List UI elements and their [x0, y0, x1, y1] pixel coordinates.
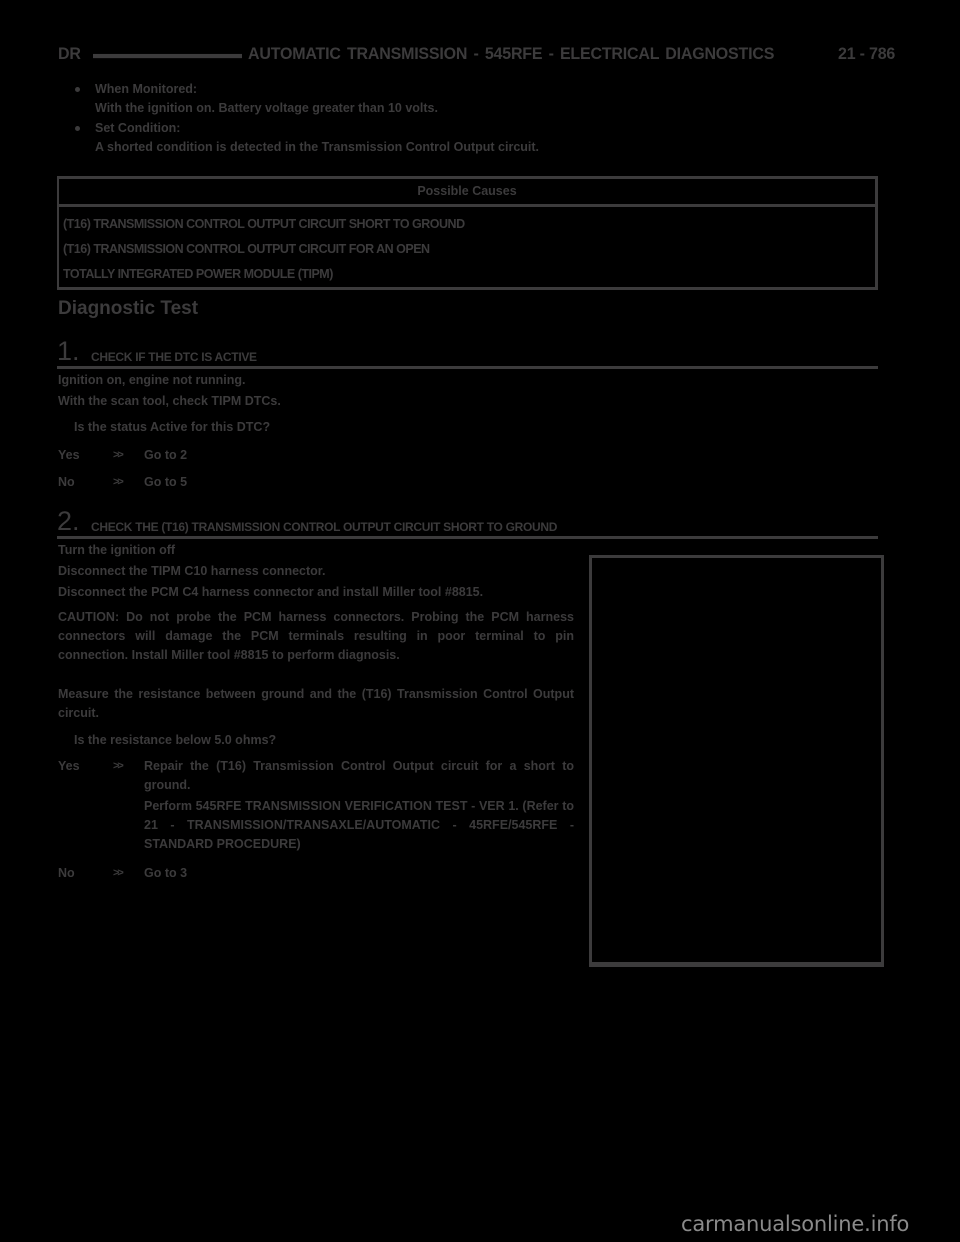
step-question: Is the resistance below 5.0 ohms? [74, 733, 277, 747]
instruction: Ignition on, engine not running. [58, 373, 246, 387]
page-header [58, 43, 898, 66]
condition-when-monitored [72, 80, 872, 118]
double-arrow-icon: >> [113, 476, 122, 488]
answer-action: Go to 5 [144, 475, 188, 489]
cause-item: TOTALLY INTEGRATED POWER MODULE (TIPM) [63, 267, 333, 281]
instruction: Turn the ignition off [58, 543, 176, 557]
step-1-heading [57, 336, 878, 369]
answer-no [58, 473, 578, 492]
measure-instruction: Measure the resistance between ground and the (T16) Transmission Control Output circuit. [58, 687, 574, 720]
section-code: DR [58, 45, 81, 64]
step-number: 2. [57, 506, 80, 536]
double-arrow-icon: >> [113, 449, 122, 461]
header-rule [93, 54, 242, 58]
answer-key: Yes [58, 448, 80, 462]
cause-item: (T16) TRANSMISSION CONTROL OUTPUT CIRCUIT FOR AN OPEN [63, 242, 430, 256]
condition-text: A shorted condition is detected in the Transmission Control Output circuit. [95, 140, 540, 154]
instruction: With the scan tool, check TIPM DTCs. [58, 394, 281, 408]
answer-no [58, 864, 578, 883]
step-2-heading [57, 506, 878, 539]
step-number: 1. [57, 336, 80, 366]
instruction: Disconnect the TIPM C10 harness connector. [58, 564, 326, 578]
double-arrow-icon: >> [113, 760, 122, 772]
step-title: CHECK THE (T16) TRANSMISSION CONTROL OUTPUT CIRCUIT SHORT TO GROUND [91, 520, 558, 534]
bullet-icon [75, 126, 80, 131]
possible-causes-heading: Possible Causes [59, 179, 875, 207]
condition-set-condition [72, 119, 872, 157]
step-title: CHECK IF THE DTC IS ACTIVE [91, 350, 257, 364]
diagnostic-test-title: Diagnostic Test [58, 298, 199, 319]
figure-frame [589, 555, 884, 967]
answer-yes [58, 446, 578, 465]
possible-causes-list [59, 207, 875, 287]
caution-note: CAUTION: Do not probe the PCM harness connectors. Probing the PCM harness connectors will damage the PCM terminals resulting in poor terminal to pin connection. Install Miller tool #8815 to perform diagnosis. [58, 610, 574, 662]
condition-label: Set Condition: [95, 121, 181, 135]
possible-causes-table [57, 176, 878, 290]
answer-action: Go to 3 [144, 866, 188, 880]
answer-action: Perform 545RFE TRANSMISSION VERIFICATION TEST - VER 1. (Refer to 21 - TRANSMISSION/TRANSAXLE/AUTOMATIC - 45RFE/545RFE - STANDARD PROCEDURE) [144, 799, 574, 851]
condition-text: With the ignition on. Battery voltage greater than 10 volts. [95, 101, 438, 115]
answer-key: No [58, 866, 75, 880]
step-question: Is the status Active for this DTC? [74, 420, 271, 434]
answer-action: Go to 2 [144, 448, 188, 462]
condition-label: When Monitored: [95, 82, 198, 96]
condition-list [72, 80, 872, 158]
header-title: AUTOMATIC TRANSMISSION - 545RFE - ELECTRICAL DIAGNOSTICS [248, 45, 775, 64]
double-arrow-icon: >> [113, 867, 122, 879]
bullet-icon [75, 87, 80, 92]
page-number: 21 - 786 [838, 45, 896, 64]
answer-action: Repair the (T16) Transmission Control Output circuit for a short to ground. [144, 759, 574, 792]
watermark-link[interactable]: carmanualsonline.info [681, 1212, 910, 1236]
answer-yes [58, 757, 578, 854]
cause-item: (T16) TRANSMISSION CONTROL OUTPUT CIRCUIT SHORT TO GROUND [63, 217, 465, 231]
answer-key: No [58, 475, 75, 489]
instruction: Disconnect the PCM C4 harness connector and install Miller tool #8815. [58, 585, 484, 599]
answer-key: Yes [58, 759, 80, 773]
